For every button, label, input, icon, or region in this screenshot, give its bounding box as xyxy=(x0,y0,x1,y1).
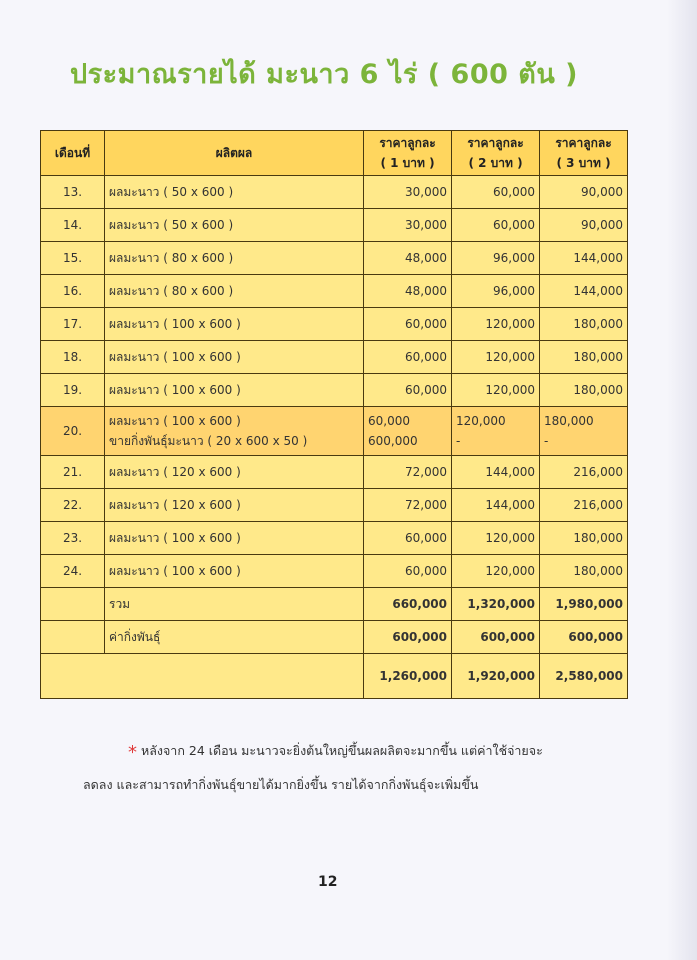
row-price1: 72,000 xyxy=(364,489,452,522)
row-price2: 144,000 xyxy=(452,489,540,522)
header-price2-line1: ราคาลูกละ xyxy=(467,136,524,150)
row-price2: 60,000 xyxy=(452,209,540,242)
table-row xyxy=(41,275,628,308)
sum-row xyxy=(41,588,628,621)
row-product: ผลมะนาว ( 100 x 600 ) xyxy=(105,522,364,555)
row-month: 24. xyxy=(41,555,105,588)
table-header-row xyxy=(41,131,628,176)
table-row xyxy=(41,522,628,555)
row-product xyxy=(105,407,364,456)
sum-price3: 1,980,000 xyxy=(540,588,628,621)
row-month: 13. xyxy=(41,176,105,209)
row-month: 16. xyxy=(41,275,105,308)
table-row xyxy=(41,374,628,407)
table-row xyxy=(41,341,628,374)
row-price1: 30,000 xyxy=(364,209,452,242)
income-table xyxy=(40,130,628,699)
seedling-label: ค่ากิ่งพันธุ์ xyxy=(105,621,364,654)
header-price1-line2: ( 1 บาท ) xyxy=(380,156,435,170)
seedling-price3: 600,000 xyxy=(540,621,628,654)
row-price2: 120,000 xyxy=(452,341,540,374)
table-row xyxy=(41,308,628,341)
header-month: เดือนที่ xyxy=(41,131,105,176)
row-price3-a: 180,000 xyxy=(544,414,594,428)
row-month: 19. xyxy=(41,374,105,407)
total-label-empty xyxy=(41,654,364,699)
header-price3-line2: ( 3 บาท ) xyxy=(556,156,611,170)
footnote-line2: ลดลง และสามารถทำกิ่งพันธุ์ขายได้มากยิ่งขึ้น รายได้จากกิ่งพันธุ์จะเพิ่มขึ้น xyxy=(83,777,479,792)
asterisk-icon: * xyxy=(128,742,137,763)
row-price3: 90,000 xyxy=(540,209,628,242)
header-price3-line1: ราคาลูกละ xyxy=(555,136,612,150)
header-price2 xyxy=(452,131,540,176)
row-product-seedling: ขายกิ่งพันธุ์มะนาว ( 20 x 600 x 50 ) xyxy=(109,434,308,448)
row-price1: 48,000 xyxy=(364,275,452,308)
row-price2: 96,000 xyxy=(452,242,540,275)
footnote xyxy=(83,733,646,802)
table-row xyxy=(41,555,628,588)
sum-price2: 1,320,000 xyxy=(452,588,540,621)
row-month: 17. xyxy=(41,308,105,341)
page-edge-shadow xyxy=(667,0,697,960)
row-product: ผลมะนาว ( 50 x 600 ) xyxy=(105,209,364,242)
sum-label: รวม xyxy=(105,588,364,621)
row-price1: 30,000 xyxy=(364,176,452,209)
seedling-cost-row xyxy=(41,621,628,654)
row-price2 xyxy=(452,407,540,456)
seedling-price2: 600,000 xyxy=(452,621,540,654)
row-price3: 180,000 xyxy=(540,308,628,341)
header-price2-line2: ( 2 บาท ) xyxy=(468,156,523,170)
seedling-price1: 600,000 xyxy=(364,621,452,654)
row-price3: 180,000 xyxy=(540,555,628,588)
footnote-line1: หลังจาก 24 เดือน มะนาวจะยิ่งต้นใหญ่ขึ้นผลผลิตจะมากขึ้น แต่ค่าใช้จ่ายจะ xyxy=(140,743,543,758)
row-price3: 180,000 xyxy=(540,522,628,555)
row-product: ผลมะนาว ( 100 x 600 ) xyxy=(105,341,364,374)
row-product: ผลมะนาว ( 80 x 600 ) xyxy=(105,242,364,275)
row-price3: 90,000 xyxy=(540,176,628,209)
row-price1: 60,000 xyxy=(364,374,452,407)
row-price3: 216,000 xyxy=(540,456,628,489)
row-product-fruit: ผลมะนาว ( 100 x 600 ) xyxy=(109,414,241,428)
page-number: 12 xyxy=(318,874,338,890)
row-price3: 144,000 xyxy=(540,242,628,275)
table-row xyxy=(41,242,628,275)
row-product: ผลมะนาว ( 100 x 600 ) xyxy=(105,555,364,588)
table-row xyxy=(41,209,628,242)
row-price1-b: 600,000 xyxy=(368,434,418,448)
row-price1: 60,000 xyxy=(364,555,452,588)
row-price3-b: - xyxy=(544,434,549,448)
row-price2-a: 120,000 xyxy=(456,414,506,428)
row-price3: 144,000 xyxy=(540,275,628,308)
row-price1: 72,000 xyxy=(364,456,452,489)
row-month: 14. xyxy=(41,209,105,242)
header-price1-line1: ราคาลูกละ xyxy=(379,136,436,150)
row-price3 xyxy=(540,407,628,456)
row-price3: 180,000 xyxy=(540,341,628,374)
total-price2: 1,920,000 xyxy=(452,654,540,699)
row-product: ผลมะนาว ( 100 x 600 ) xyxy=(105,374,364,407)
row-price1: 60,000 xyxy=(364,308,452,341)
row-product: ผลมะนาว ( 120 x 600 ) xyxy=(105,456,364,489)
row-month: 21. xyxy=(41,456,105,489)
row-price2: 120,000 xyxy=(452,308,540,341)
footnote-line1-wrap xyxy=(86,733,646,768)
row-price1: 60,000 xyxy=(364,522,452,555)
row-price2-b: - xyxy=(456,434,461,448)
total-price1: 1,260,000 xyxy=(364,654,452,699)
row-price2: 120,000 xyxy=(452,522,540,555)
header-price3 xyxy=(540,131,628,176)
row-month: 15. xyxy=(41,242,105,275)
row-price1: 60,000 xyxy=(364,341,452,374)
total-price3: 2,580,000 xyxy=(540,654,628,699)
table-row xyxy=(41,176,628,209)
page-title: ประมาณรายได้ มะนาว 6 ไร่ ( 600 ตัน ) xyxy=(70,59,579,90)
sum-month-empty xyxy=(41,588,105,621)
row-price2: 120,000 xyxy=(452,555,540,588)
row-product: ผลมะนาว ( 50 x 600 ) xyxy=(105,176,364,209)
row-product: ผลมะนาว ( 100 x 600 ) xyxy=(105,308,364,341)
row-price2: 120,000 xyxy=(452,374,540,407)
row-price1: 48,000 xyxy=(364,242,452,275)
row-price2: 96,000 xyxy=(452,275,540,308)
row-month: 18. xyxy=(41,341,105,374)
header-product: ผลิตผล xyxy=(105,131,364,176)
row-month: 22. xyxy=(41,489,105,522)
table-row xyxy=(41,456,628,489)
row-month: 23. xyxy=(41,522,105,555)
row-price1-a: 60,000 xyxy=(368,414,410,428)
row-product: ผลมะนาว ( 80 x 600 ) xyxy=(105,275,364,308)
row-product: ผลมะนาว ( 120 x 600 ) xyxy=(105,489,364,522)
row-price3: 216,000 xyxy=(540,489,628,522)
row-price2: 60,000 xyxy=(452,176,540,209)
row-month: 20. xyxy=(41,407,105,456)
row-price3: 180,000 xyxy=(540,374,628,407)
row-price2: 144,000 xyxy=(452,456,540,489)
table-row xyxy=(41,489,628,522)
seedling-month-empty xyxy=(41,621,105,654)
sum-price1: 660,000 xyxy=(364,588,452,621)
grand-total-row xyxy=(41,654,628,699)
table-row-highlighted xyxy=(41,407,628,456)
header-price1 xyxy=(364,131,452,176)
row-price1 xyxy=(364,407,452,456)
